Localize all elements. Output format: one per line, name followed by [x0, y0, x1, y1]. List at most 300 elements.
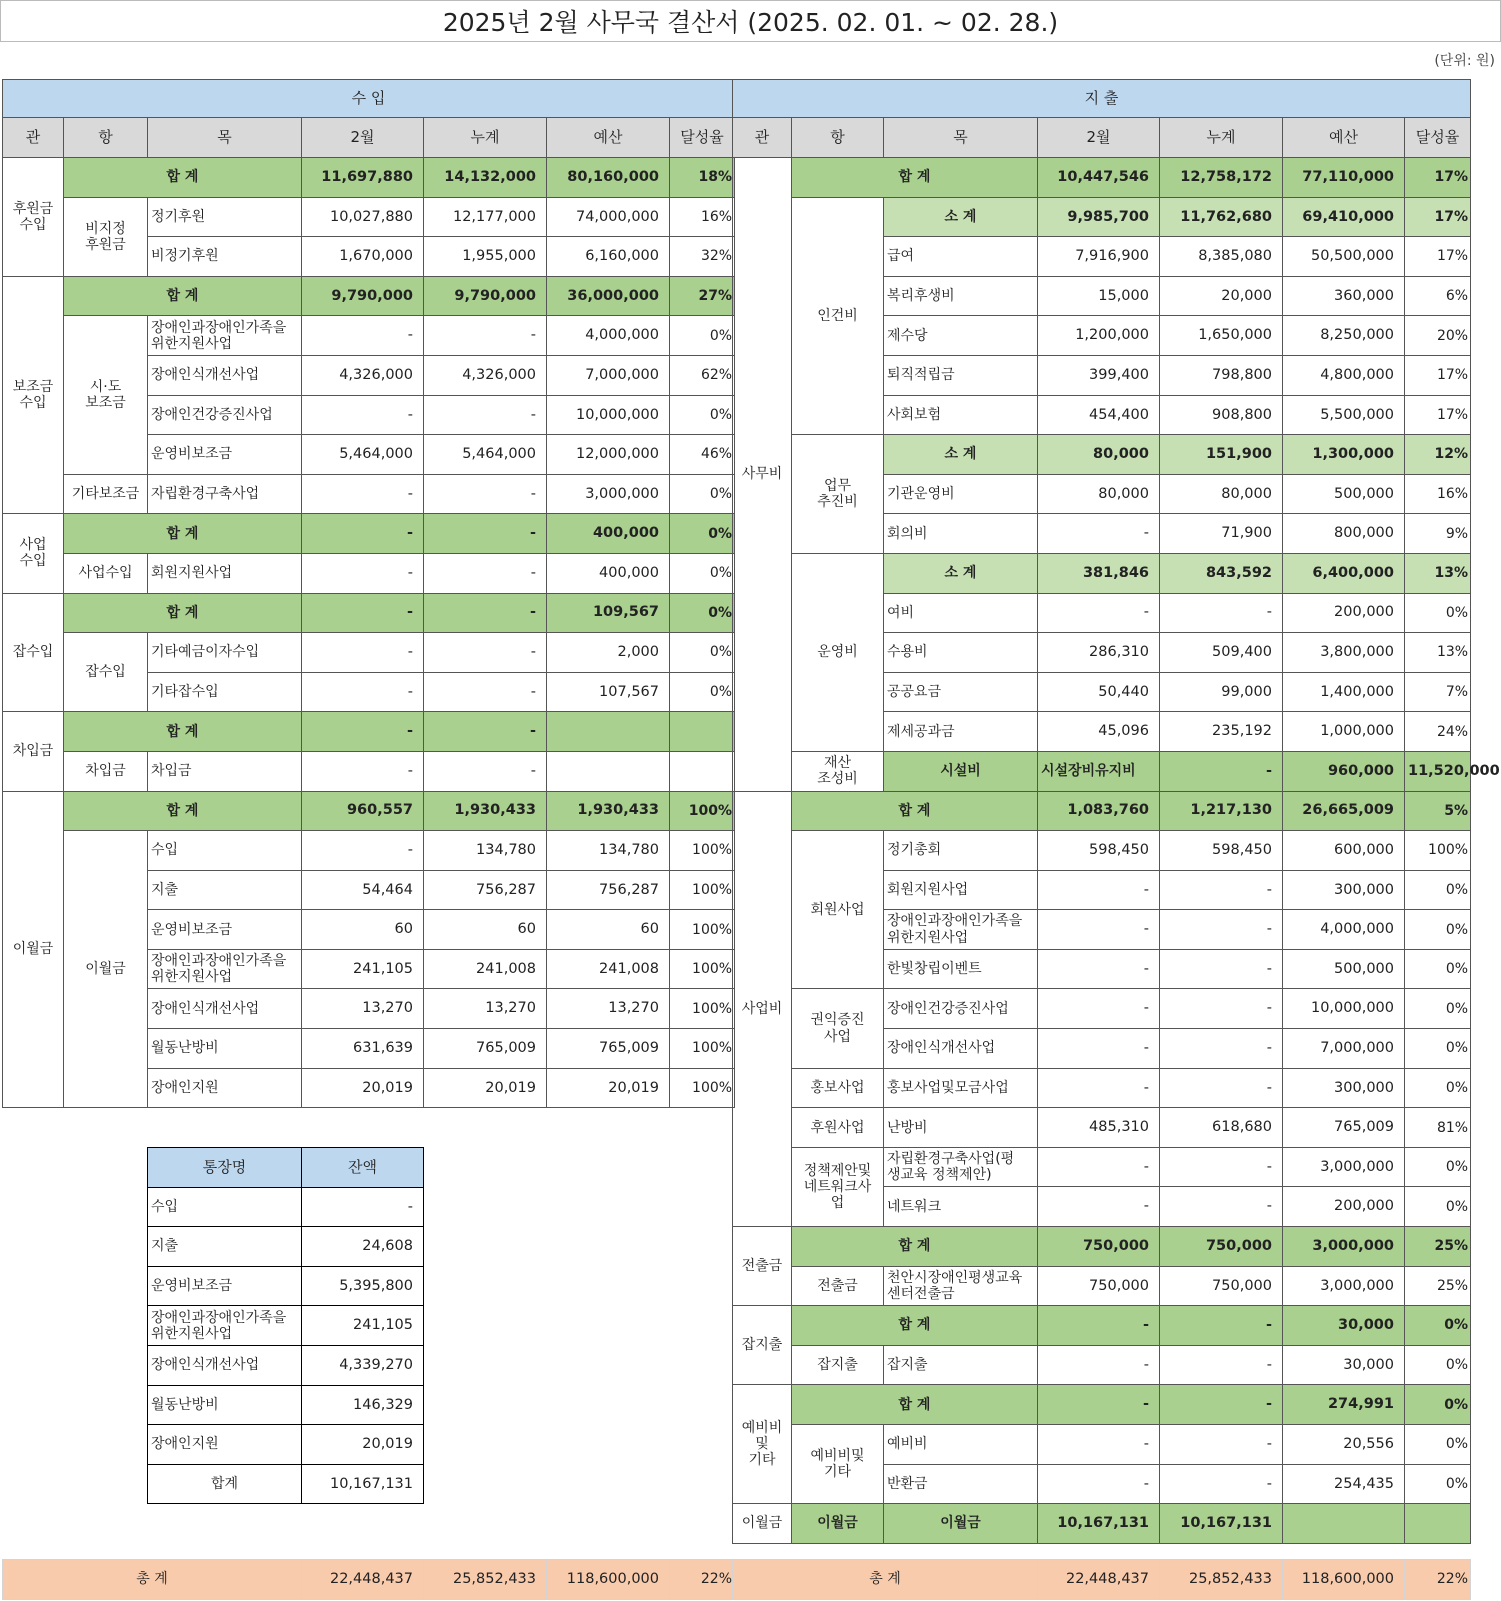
expense-rate-value: 0%: [1405, 1464, 1471, 1504]
expense-hang-cell: 잡지출: [792, 1345, 884, 1385]
expense-budget-value: 200,000: [1283, 593, 1405, 633]
income-feb-value: -: [302, 474, 424, 514]
expense-row: [733, 1266, 1471, 1306]
expense-mok-cell: 예비비: [884, 1425, 1038, 1465]
income-hang-cell: 이월금: [64, 831, 148, 1108]
expense-budget-value: 360,000: [1283, 276, 1405, 316]
income-row: [3, 791, 735, 831]
expense-cumulative-value: 20,000: [1160, 276, 1283, 316]
expense-rate-value: 0%: [1405, 1187, 1471, 1227]
bank-header-name: 통장명: [148, 1148, 302, 1188]
income-budget-value: 109,567: [547, 593, 670, 633]
expense-row: [733, 989, 1471, 1029]
expense-column-header: 달성율: [1405, 118, 1471, 158]
bank-balance-value: 24,608: [302, 1227, 424, 1267]
expense-section-header: 지 출: [733, 80, 1471, 118]
expense-rate-value: 9%: [1405, 514, 1471, 554]
income-feb-value: 241,105: [302, 949, 424, 989]
expense-mok-cell: 사회보험: [884, 395, 1038, 435]
income-rate-value: 100%: [670, 1068, 735, 1108]
expense-rate-value: 81%: [1405, 1108, 1471, 1148]
income-budget-value: 20,019: [547, 1068, 670, 1108]
income-budget-value: 4,000,000: [547, 316, 670, 356]
income-hang-cell: 차입금: [64, 751, 148, 791]
income-cumulative-value: 20,019: [424, 1068, 547, 1108]
income-cumulative-value: -: [424, 712, 547, 752]
income-cumulative-value: 1,955,000: [424, 237, 547, 277]
income-grand-total-budget: 118,600,000: [547, 1560, 670, 1600]
expense-cumulative-value: 509,400: [1160, 633, 1283, 673]
income-row: [3, 593, 735, 633]
expense-mok-cell: 퇴직적립금: [884, 355, 1038, 395]
expense-row: [733, 1147, 1471, 1187]
expense-budget-value: 500,000: [1283, 949, 1405, 989]
expense-cumulative-value: 960,000: [1283, 751, 1405, 791]
expense-budget-value: 3,000,000: [1283, 1227, 1405, 1267]
income-feb-value: 9,790,000: [302, 276, 424, 316]
expense-feb-value: 381,846: [1038, 553, 1160, 593]
income-mok-cell: 운영비보조금: [148, 435, 302, 475]
expense-cumulative-value: 843,592: [1160, 553, 1283, 593]
expense-hang-cell: 정책제안및 네트워크사 업: [792, 1147, 884, 1226]
expense-mok-cell: 네트워크: [884, 1187, 1038, 1227]
income-cumulative-value: -: [424, 672, 547, 712]
income-cumulative-value: -: [424, 474, 547, 514]
expense-feb-value: -: [1038, 514, 1160, 554]
income-feb-value: -: [302, 831, 424, 871]
bank-header-row: [148, 1148, 424, 1188]
expense-budget-value: 300,000: [1283, 870, 1405, 910]
expense-cumulative-value: 10,167,131: [1160, 1504, 1283, 1544]
income-column-header: 관: [3, 118, 64, 158]
expense-budget-value: 11,520,000: [1405, 751, 1471, 791]
expense-grand-total-row: [733, 1560, 1471, 1600]
expense-mok-cell: 정기총회: [884, 831, 1038, 871]
expense-row: [733, 1504, 1471, 1544]
expense-rate-value: [1405, 1504, 1471, 1544]
income-row: [3, 316, 735, 356]
expense-feb-value: 454,400: [1038, 395, 1160, 435]
income-budget-value: 7,000,000: [547, 355, 670, 395]
income-budget-value: 2,000: [547, 633, 670, 673]
income-budget-value: 241,008: [547, 949, 670, 989]
income-grand-total-table: [2, 1559, 735, 1600]
income-feb-value: 5,464,000: [302, 435, 424, 475]
income-rate-value: 0%: [670, 514, 735, 554]
expense-mok-cell: 소 계: [884, 197, 1038, 237]
income-cumulative-value: 1,930,433: [424, 791, 547, 831]
expense-feb-value: -: [1038, 910, 1160, 950]
expense-cumulative-value: 908,800: [1160, 395, 1283, 435]
expense-budget-value: 800,000: [1283, 514, 1405, 554]
income-cumulative-value: -: [424, 514, 547, 554]
expense-gwan-cell: 사업비: [733, 791, 792, 1227]
expense-cumulative-value: 598,450: [1160, 831, 1283, 871]
income-grand-total-row: [3, 1560, 735, 1600]
income-mok-cell: 수입: [148, 831, 302, 871]
income-sum-label: 합 계: [64, 158, 302, 198]
income-grand-total-cumulative: 25,852,433: [424, 1560, 547, 1600]
expense-row: [733, 197, 1471, 237]
expense-sum-label: 합 계: [792, 158, 1038, 198]
income-budget-value: 10,000,000: [547, 395, 670, 435]
expense-budget-value: 77,110,000: [1283, 158, 1405, 198]
expense-budget-value: 20,556: [1283, 1425, 1405, 1465]
expense-cumulative-value: -: [1160, 593, 1283, 633]
bank-account-name: 지출: [148, 1227, 302, 1267]
expense-rate-value: 0%: [1405, 1068, 1471, 1108]
income-budget-value: 80,160,000: [547, 158, 670, 198]
expense-feb-value: 1,083,760: [1038, 791, 1160, 831]
expense-budget-value: [1283, 1504, 1405, 1544]
expense-mok-cell: 한빛창립이벤트: [884, 949, 1038, 989]
bank-account-name: 장애인과장애인가족을 위한지원사업: [148, 1306, 302, 1346]
income-budget-value: 6,160,000: [547, 237, 670, 277]
income-mok-cell: 장애인지원: [148, 1068, 302, 1108]
income-hang-cell: 사업수입: [64, 553, 148, 593]
bank-total-row: [148, 1464, 424, 1504]
income-row: [3, 712, 735, 752]
expense-cumulative-value: 151,900: [1160, 435, 1283, 475]
income-budget-value: 36,000,000: [547, 276, 670, 316]
expense-row: [733, 1345, 1471, 1385]
income-gwan-cell: 사업 수입: [3, 514, 64, 593]
expense-feb-value: -: [1038, 870, 1160, 910]
expense-hang-cell: 전출금: [792, 1266, 884, 1306]
expense-column-header-row: [733, 118, 1471, 158]
bank-row: [148, 1306, 424, 1346]
expense-grand-total-rate: 22%: [1405, 1560, 1471, 1600]
expense-feb-value: 399,400: [1038, 355, 1160, 395]
expense-section-header-row: [733, 80, 1471, 118]
income-gwan-cell: 잡수입: [3, 593, 64, 712]
expense-cumulative-value: 8,385,080: [1160, 237, 1283, 277]
expense-budget-value: 26,665,009: [1283, 791, 1405, 831]
income-cumulative-value: -: [424, 316, 547, 356]
bank-total-label: 합계: [148, 1464, 302, 1504]
expense-row: [733, 1227, 1471, 1267]
expense-grand-total-cumulative: 25,852,433: [1160, 1560, 1283, 1600]
expense-gwan-cell: 재산 조성비: [792, 751, 884, 791]
bank-balance-table: [147, 1147, 424, 1504]
expense-feb-value: -: [1038, 989, 1160, 1029]
expense-rate-value: 0%: [1405, 1147, 1471, 1187]
income-rate-value: 32%: [670, 237, 735, 277]
expense-rate-value: 100%: [1405, 831, 1471, 871]
expense-column-header: 목: [884, 118, 1038, 158]
income-rate-value: 0%: [670, 633, 735, 673]
expense-row: [733, 1385, 1471, 1425]
income-cumulative-value: 12,177,000: [424, 197, 547, 237]
expense-gwan-cell: 사무비: [733, 158, 792, 792]
expense-table: [732, 79, 1500, 1544]
expense-hang-cell: 홍보사업: [792, 1068, 884, 1108]
income-rate-value: 100%: [670, 831, 735, 871]
income-feb-value: -: [302, 316, 424, 356]
expense-row: [733, 1306, 1471, 1346]
income-cumulative-value: -: [424, 751, 547, 791]
expense-feb-value: 750,000: [1038, 1227, 1160, 1267]
income-grand-total-rate: 22%: [670, 1560, 735, 1600]
expense-budget-value: 8,250,000: [1283, 316, 1405, 356]
income-rate-value: 16%: [670, 197, 735, 237]
expense-mok-cell: 급여: [884, 237, 1038, 277]
expense-budget-value: 69,410,000: [1283, 197, 1405, 237]
income-row: [3, 633, 735, 673]
income-rate-value: 100%: [670, 989, 735, 1029]
expense-feb-value: -: [1160, 751, 1283, 791]
income-cumulative-value: -: [424, 395, 547, 435]
expense-cumulative-value: -: [1160, 870, 1283, 910]
expense-budget-value: 50,500,000: [1283, 237, 1405, 277]
expense-feb-value: -: [1038, 1187, 1160, 1227]
bank-row: [148, 1345, 424, 1385]
expense-mok-cell: 홍보사업및모금사업: [884, 1068, 1038, 1108]
income-mok-cell: 장애인식개선사업: [148, 355, 302, 395]
income-feb-value: 4,326,000: [302, 355, 424, 395]
income-feb-value: -: [302, 672, 424, 712]
expense-cumulative-value: -: [1160, 989, 1283, 1029]
expense-feb-value: -: [1038, 1306, 1160, 1346]
income-cumulative-value: 13,270: [424, 989, 547, 1029]
income-mok-cell: 장애인과장애인가족을 위한지원사업: [148, 949, 302, 989]
income-rate-value: 100%: [670, 791, 735, 831]
expense-budget-value: 30,000: [1283, 1306, 1405, 1346]
expense-feb-value: -: [1038, 1147, 1160, 1187]
expense-mok-cell: 천안시장애인평생교육 센터전출금: [884, 1266, 1038, 1306]
expense-budget-value: 10,000,000: [1283, 989, 1405, 1029]
expense-mok-cell: 자립환경구축사업(평 생교육 정책제안): [884, 1147, 1038, 1187]
income-row: [3, 474, 735, 514]
income-budget-value: 134,780: [547, 831, 670, 871]
bank-total-value: 10,167,131: [302, 1464, 424, 1504]
income-column-header: 항: [64, 118, 148, 158]
expense-hang-cell: 운영비: [792, 553, 884, 751]
income-cumulative-value: -: [424, 593, 547, 633]
expense-feb-value: -: [1038, 1029, 1160, 1069]
expense-column-header: 누계: [1160, 118, 1283, 158]
income-grand-total-feb: 22,448,437: [302, 1560, 424, 1600]
income-feb-value: -: [302, 633, 424, 673]
income-budget-value: 12,000,000: [547, 435, 670, 475]
expense-budget-value: 200,000: [1283, 1187, 1405, 1227]
income-cumulative-value: 14,132,000: [424, 158, 547, 198]
income-rate-value: 0%: [670, 553, 735, 593]
expense-budget-value: 7,000,000: [1283, 1029, 1405, 1069]
income-row: [3, 514, 735, 554]
income-hang-cell: 잡수입: [64, 633, 148, 712]
income-mok-cell: 정기후원: [148, 197, 302, 237]
expense-feb-value: -: [1038, 1068, 1160, 1108]
expense-feb-value: 9,985,700: [1038, 197, 1160, 237]
bank-row: [148, 1385, 424, 1425]
bank-balance-value: 146,329: [302, 1385, 424, 1425]
income-cumulative-value: 241,008: [424, 949, 547, 989]
expense-feb-value: -: [1038, 1464, 1160, 1504]
expense-gwan-cell: 전출금: [733, 1227, 792, 1306]
income-feb-value: 11,697,880: [302, 158, 424, 198]
income-cumulative-value: 9,790,000: [424, 276, 547, 316]
income-rate-value: [670, 751, 735, 791]
expense-mok-cell: 여비: [884, 593, 1038, 633]
income-feb-value: 13,270: [302, 989, 424, 1029]
expense-rate-value: 12%: [1405, 435, 1471, 475]
unit-label: (단위: 원): [1434, 53, 1495, 69]
expense-cumulative-value: -: [1160, 1187, 1283, 1227]
expense-hang-cell: 시설비: [884, 751, 1038, 791]
income-rate-value: 18%: [670, 158, 735, 198]
income-grand-total-label: 총 계: [3, 1560, 302, 1600]
expense-cumulative-value: 750,000: [1160, 1266, 1283, 1306]
bank-balance-value: 4,339,270: [302, 1345, 424, 1385]
expense-budget-value: 5,500,000: [1283, 395, 1405, 435]
expense-sum-label: 합 계: [792, 1306, 1038, 1346]
income-cumulative-value: 5,464,000: [424, 435, 547, 475]
expense-feb-value: 1,200,000: [1038, 316, 1160, 356]
income-budget-value: 13,270: [547, 989, 670, 1029]
expense-cumulative-value: 235,192: [1160, 712, 1283, 752]
expense-hang-cell: 예비비및 기타: [792, 1425, 884, 1504]
expense-column-header: 항: [792, 118, 884, 158]
income-sum-label: 합 계: [64, 712, 302, 752]
expense-rate-value: 0%: [1405, 1306, 1471, 1346]
income-row: [3, 197, 735, 237]
bank-balance-value: 20,019: [302, 1425, 424, 1465]
income-feb-value: -: [302, 395, 424, 435]
expense-rate-value: 13%: [1405, 553, 1471, 593]
expense-budget-value: 300,000: [1283, 1068, 1405, 1108]
expense-grand-total-table: [732, 1559, 1471, 1600]
expense-rate-value: 7%: [1405, 672, 1471, 712]
expense-rate-value: 17%: [1405, 197, 1471, 237]
expense-row: [733, 158, 1471, 198]
expense-cumulative-value: -: [1160, 1306, 1283, 1346]
expense-rate-value: 0%: [1405, 989, 1471, 1029]
expense-cumulative-value: -: [1160, 1147, 1283, 1187]
income-budget-value: 1,930,433: [547, 791, 670, 831]
bank-account-name: 운영비보조금: [148, 1266, 302, 1306]
income-cumulative-value: 765,009: [424, 1029, 547, 1069]
expense-mok-cell: 소 계: [884, 435, 1038, 475]
income-row: [3, 158, 735, 198]
income-feb-value: 631,639: [302, 1029, 424, 1069]
expense-mok-cell: 장애인과장애인가족을 위한지원사업: [884, 910, 1038, 950]
income-mok-cell: 기타예금이자수입: [148, 633, 302, 673]
expense-gwan-cell: 예비비 및 기타: [733, 1385, 792, 1504]
bank-row: [148, 1227, 424, 1267]
expense-rate-value: 13%: [1405, 633, 1471, 673]
income-feb-value: -: [302, 593, 424, 633]
income-feb-value: 54,464: [302, 870, 424, 910]
income-sum-label: 합 계: [64, 514, 302, 554]
income-budget-value: 60: [547, 910, 670, 950]
bank-account-name: 장애인식개선사업: [148, 1345, 302, 1385]
income-column-header-row: [3, 118, 735, 158]
bank-account-name: 월동난방비: [148, 1385, 302, 1425]
expense-rate-value: 17%: [1405, 237, 1471, 277]
expense-hang-cell: 인건비: [792, 197, 884, 435]
expense-cumulative-value: 798,800: [1160, 355, 1283, 395]
income-row: [3, 553, 735, 593]
expense-budget-value: 3,800,000: [1283, 633, 1405, 673]
income-mok-cell: 자립환경구축사업: [148, 474, 302, 514]
income-rate-value: 62%: [670, 355, 735, 395]
expense-mok-cell: 이월금: [884, 1504, 1038, 1544]
expense-mok-cell: 공공요금: [884, 672, 1038, 712]
expense-budget-value: 4,000,000: [1283, 910, 1405, 950]
expense-feb-value: -: [1038, 1385, 1160, 1425]
expense-feb-value: 10,167,131: [1038, 1504, 1160, 1544]
income-budget-value: [547, 712, 670, 752]
expense-rate-value: 0%: [1405, 1029, 1471, 1069]
income-budget-value: 400,000: [547, 553, 670, 593]
income-rate-value: 100%: [670, 949, 735, 989]
expense-budget-value: 3,000,000: [1283, 1147, 1405, 1187]
expense-mok-cell: 제세공과금: [884, 712, 1038, 752]
expense-row: [733, 831, 1471, 871]
income-budget-value: 74,000,000: [547, 197, 670, 237]
income-mok-cell: 회원지원사업: [148, 553, 302, 593]
income-column-header: 달성율: [670, 118, 735, 158]
expense-rate-value: 24%: [1405, 712, 1471, 752]
expense-mok-cell: 기관운영비: [884, 474, 1038, 514]
expense-hang-cell: 회원사업: [792, 831, 884, 989]
income-column-header: 목: [148, 118, 302, 158]
income-mok-cell: 장애인과장애인가족을 위한지원사업: [148, 316, 302, 356]
income-cumulative-value: 60: [424, 910, 547, 950]
income-row: [3, 751, 735, 791]
income-mok-cell: 장애인건강증진사업: [148, 395, 302, 435]
expense-sum-label: 합 계: [792, 1385, 1038, 1425]
income-table: [2, 79, 735, 1108]
expense-cumulative-value: 71,900: [1160, 514, 1283, 554]
income-feb-value: -: [302, 751, 424, 791]
expense-hang-cell: 이월금: [792, 1504, 884, 1544]
expense-cumulative-value: 1,650,000: [1160, 316, 1283, 356]
income-row: [3, 831, 735, 871]
expense-rate-value: 17%: [1405, 395, 1471, 435]
expense-rate-value: 25%: [1405, 1266, 1471, 1306]
expense-cumulative-value: -: [1160, 1425, 1283, 1465]
expense-cumulative-value: -: [1160, 910, 1283, 950]
expense-cumulative-value: 1,217,130: [1160, 791, 1283, 831]
income-column-header: 2월: [302, 118, 424, 158]
expense-mok-cell: 난방비: [884, 1108, 1038, 1148]
expense-mok-cell: 수용비: [884, 633, 1038, 673]
bank-row: [148, 1187, 424, 1227]
expense-rate-value: 0%: [1405, 949, 1471, 989]
income-rate-value: 0%: [670, 395, 735, 435]
expense-cumulative-value: 12,758,172: [1160, 158, 1283, 198]
income-gwan-cell: 차입금: [3, 712, 64, 791]
income-rate-value: [670, 712, 735, 752]
income-column-header: 누계: [424, 118, 547, 158]
expense-cumulative-value: 750,000: [1160, 1227, 1283, 1267]
expense-feb-value: 80,000: [1038, 474, 1160, 514]
expense-mok-cell: 회의비: [884, 514, 1038, 554]
expense-rate-value: 17%: [1405, 158, 1471, 198]
expense-budget-value: 600,000: [1283, 831, 1405, 871]
expense-budget-value: 254,435: [1283, 1464, 1405, 1504]
income-rate-value: 0%: [670, 316, 735, 356]
income-mok-cell: 비정기후원: [148, 237, 302, 277]
bank-row: [148, 1266, 424, 1306]
income-mok-cell: 기타잡수입: [148, 672, 302, 712]
income-gwan-cell: 이월금: [3, 791, 64, 1108]
expense-row: [733, 791, 1471, 831]
income-mok-cell: 장애인식개선사업: [148, 989, 302, 1029]
income-gwan-cell: 보조금 수입: [3, 276, 64, 514]
